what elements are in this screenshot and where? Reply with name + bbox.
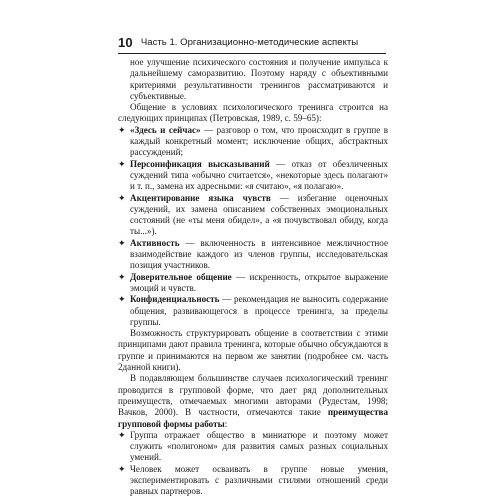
principles-list [118,125,388,328]
star-bullet-icon: ✦ [118,124,126,135]
principle-text: — включенность в интенсивное межличностное взаимодействие каждого из членов группы, исследовательская позиция участников. [130,237,388,271]
principle-text: — избегание оценочных суждений, их замена описанием собственных эмоциональных состояний (не «ты меня обидел», а «я почувствовал обиду, когда ты...»). [130,192,388,237]
advantage-text: Человек может осваивать в группе новые умения, экспериментировать с различными стилями отношений среди равных партнеров. [130,463,388,497]
advantage-item [118,430,388,464]
star-bullet-icon: ✦ [118,271,126,282]
principle-term: Акцентирование языка чувств [130,192,271,203]
advantage-item [118,464,388,498]
star-bullet-icon: ✦ [118,429,126,440]
principle-term: Персонификация высказываний [130,158,270,169]
page-body [118,57,388,498]
principle-term: Активность [130,237,180,248]
rules-paragraph: Возможность структурировать общение в соответствии с этими принципами дают правила тренинга, которые обычно обсуждаются в группе и принимаются на первом же занятии (подробнее см. часть 2данной книги). [118,328,388,373]
advantages-list [118,430,388,498]
star-bullet-icon: ✦ [118,294,126,305]
principle-term: Доверительное общение [130,271,232,282]
continuation-paragraph: ное улучшение психического состояния и получение импульса к дальнейшему саморазвитию. Поэтому наряду с объективными критериями результативности тренингов рассматриваются и субъективные. [130,57,388,101]
group-form-emphasis: преимущества групповой формы работы [118,407,388,429]
page-number: 10 [118,34,133,50]
principle-item [118,238,388,272]
principle-item [118,294,388,328]
principle-text: — рекомендация не выносить содержание общения, развивающегося в процессе тренинга, за пределы группы. [130,294,388,327]
star-bullet-icon: ✦ [118,158,126,169]
page-header [118,34,388,50]
group-form-paragraph [118,373,388,429]
principle-item [118,125,388,159]
star-bullet-icon: ✦ [118,463,126,474]
principle-term: «Здесь и сейчас» [130,124,201,135]
star-bullet-icon: ✦ [118,192,126,203]
principle-term: Конфиденциальность [130,294,220,305]
star-bullet-icon: ✦ [118,237,126,248]
principle-item [118,193,388,238]
advantage-text: Группа отражает общество в миниатюре и поэтому может служить «полигоном» для развития самых разных социальных умений. [130,429,388,463]
principle-item [118,272,388,295]
header-rule [118,53,386,54]
group-form-text: В подавляющем большинстве случаев психологический тренинг проводится в групповой форме, что дает ряд дополнительных преимуществ, отмечаемых многими авторами (Рудестам, 1998; Вачков, 2000). В частности, отмечаются такие [118,373,388,418]
group-form-colon: : [224,418,228,429]
principle-text: — отказ от обезличенных суждений типа «обычно считается», «некоторые здесь полагают» и т. п., замена их адресными: «я считаю», «я полагаю». [130,158,388,192]
principle-item [118,159,388,193]
principles-intro-paragraph: Общение в условиях психологического тренинга строится на следующих принципах (Петровская, 1989, с. 59–65): [118,102,388,124]
principle-text: — искренность, открытое выражение эмоций и чувств. [130,271,389,293]
principle-text: — разговор о том, что происходит в группе в каждый конкретный момент; исключение общих, абстрактных рассуждений; [130,124,388,158]
running-title: Часть 1. Организационно-методические аспекты [140,36,359,48]
